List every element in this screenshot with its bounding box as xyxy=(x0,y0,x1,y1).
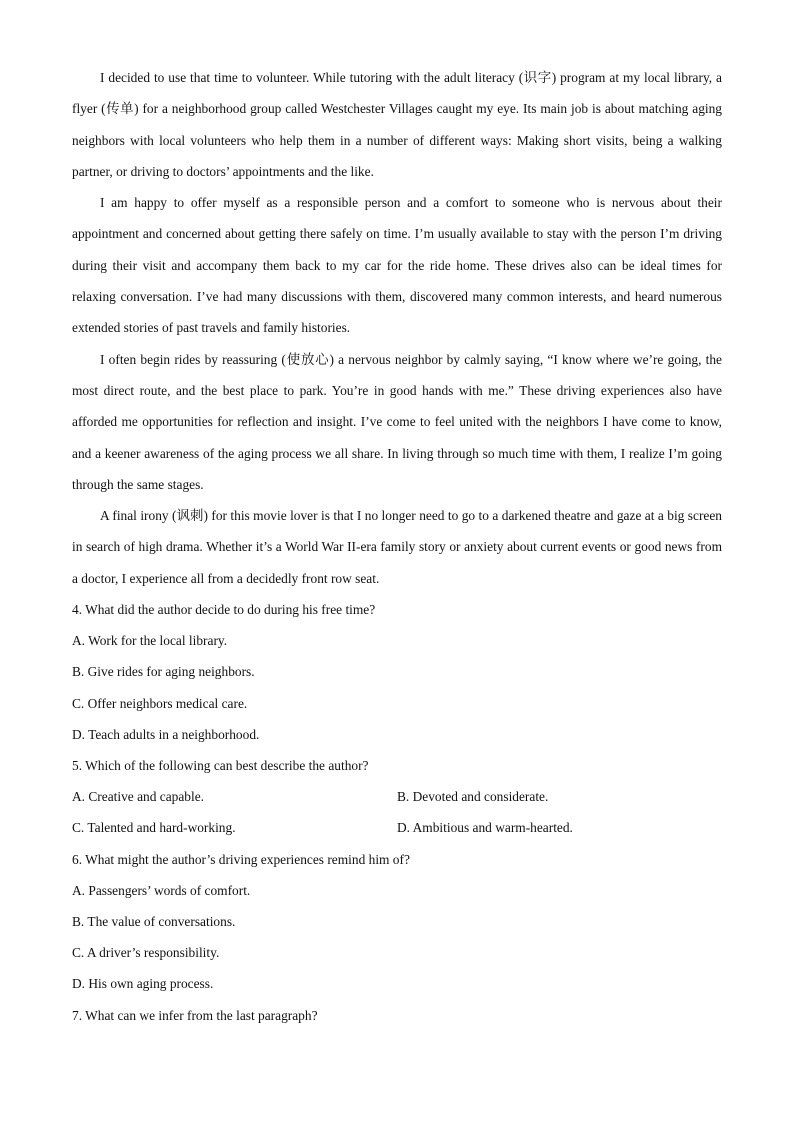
question-4-option-a: A. Work for the local library. xyxy=(72,633,228,649)
question-6-option-b: B. The value of conversations. xyxy=(72,914,236,930)
question-6-stem: 6. What might the author’s driving experiences remind him of? xyxy=(72,851,410,867)
question-6 xyxy=(72,844,722,1000)
question-6-option-c: C. A driver’s responsibility. xyxy=(72,945,220,961)
passage xyxy=(72,62,722,594)
question-5-options-row-2 xyxy=(72,812,722,843)
question-5-option-d: D. Ambitious and warm-hearted. xyxy=(397,820,573,836)
question-6-option-a: A. Passengers’ words of comfort. xyxy=(72,882,251,898)
question-7-stem: 7. What can we infer from the last paragraph? xyxy=(72,1007,318,1023)
question-4-stem: 4. What did the author decide to do during his free time? xyxy=(72,602,376,618)
question-5-option-a: A. Creative and capable. xyxy=(72,789,204,805)
question-4-option-c: C. Offer neighbors medical care. xyxy=(72,695,248,711)
passage-paragraph-1: I decided to use that time to volunteer. While tutoring with the adult literacy (识字) program at my local library, a flyer (传单) for a neighborhood group called Westchester Villages caught my eye. Its main job is about matching aging neighbors with local volunteers who help them in a number of different ways: Making short visits, being a walking partner, or driving to doctors’ appointments and the like. xyxy=(72,70,722,179)
question-7 xyxy=(72,1000,722,1031)
question-4-option-b: B. Give rides for aging neighbors. xyxy=(72,664,255,680)
passage-paragraph-4: A final irony (讽刺) for this movie lover is that I no longer need to go to a darkened theatre and gaze at a big screen in search of high drama. Whether it’s a World War II-era family story or anxiety about current events or good news from a doctor, I experience all from a decidedly front row seat. xyxy=(72,508,722,586)
question-4-option-d: D. Teach adults in a neighborhood. xyxy=(72,726,260,742)
question-6-option-d: D. His own aging process. xyxy=(72,976,214,992)
passage-paragraph-2: I am happy to offer myself as a responsible person and a comfort to someone who is nervous about their appointment and concerned about getting there safely on time. I’m usually available to stay with the person I’m driving during their visit and accompany them back to my car for the ride home. These drives also can be ideal times for relaxing conversation. I’ve had many discussions with them, discovered many common interests, and heard numerous extended stories of past travels and family histories. xyxy=(72,195,722,336)
question-5 xyxy=(72,750,722,844)
question-5-option-c: C. Talented and hard-working. xyxy=(72,820,236,836)
passage-paragraph-3: I often begin rides by reassuring (使放心) a nervous neighbor by calmly saying, “I know where we’re going, the most direct route, and the best place to park. You’re in good hands with me.” These driving experiences also have afforded me opportunities for reflection and insight. I’ve come to feel united with the neighbors I have come to know, and a keener awareness of the aging process we all share. In living through so much time with them, I realize I’m going through the same stages. xyxy=(72,351,722,492)
question-5-stem: 5. Which of the following can best describe the author? xyxy=(72,758,369,774)
question-5-option-b: B. Devoted and considerate. xyxy=(397,789,549,805)
document-page xyxy=(72,62,722,1031)
question-5-options-row-1 xyxy=(72,781,722,812)
question-4 xyxy=(72,594,722,750)
